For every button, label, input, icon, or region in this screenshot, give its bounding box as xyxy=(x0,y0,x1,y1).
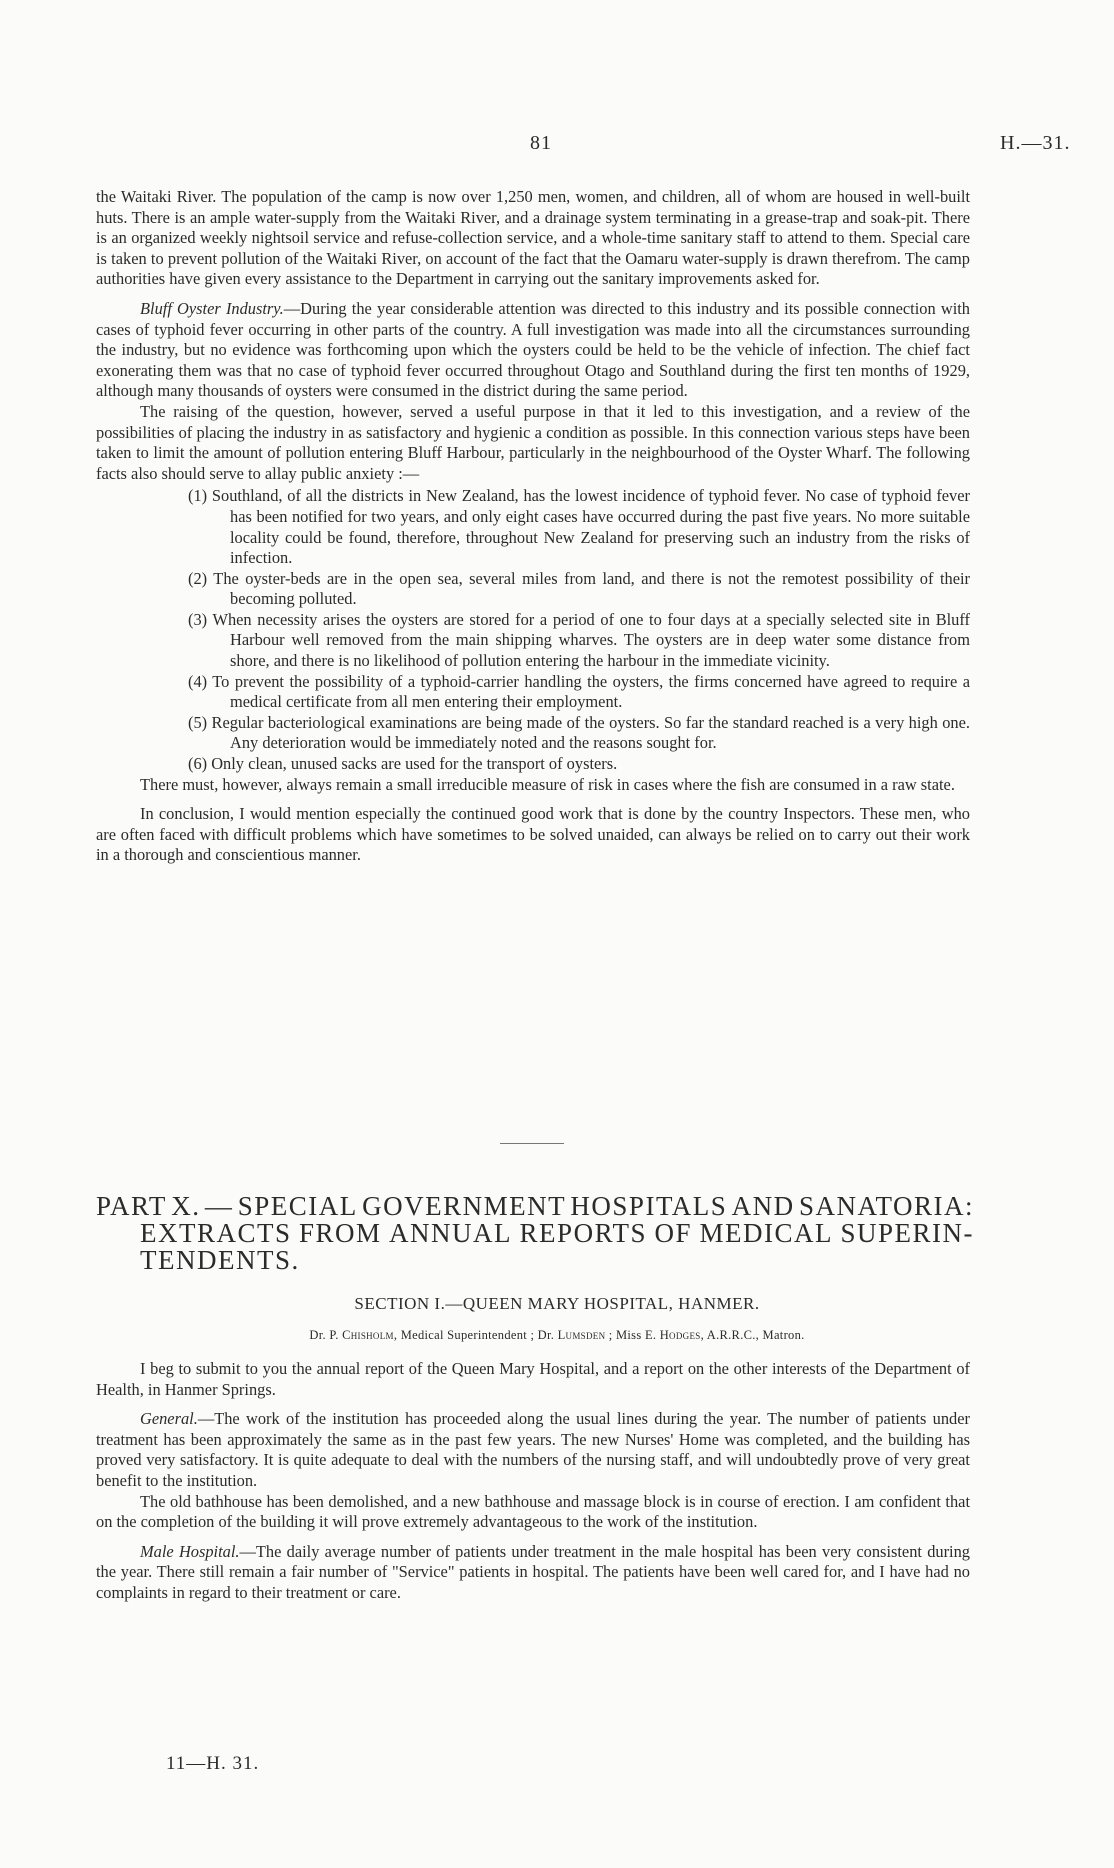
bathhouse-paragraph: The old bathhouse has been demolished, and a new bathhouse and massage block is in course of erection. I am confident that on the completion of the building it will prove extremely advantageous to the work of the institution. xyxy=(96,1491,970,1532)
male-hospital-paragraph xyxy=(96,1542,970,1604)
conclusion-paragraph: In conclusion, I would mention especially the continued good work that is done by the country Inspectors. These men, who are often faced with difficult problems which have sometimes to be solved unaided, can always be relied on to carry out their work in a thorough and conscientious manner. xyxy=(96,804,970,865)
staff-text: ; Miss E. xyxy=(605,1328,660,1342)
heading-word: MEDICAL xyxy=(699,1218,833,1248)
heading-word: FROM xyxy=(299,1218,382,1248)
general-text: —The work of the institution has proceeded along the usual lines during the year. The number of patients under treatment has been approximately the same as in the past few years. The new Nurses' Home was completed, and the building has proved very satisfactory. It is quite adequate to deal with the numbers of the nursing staff, and will undoubtedly prove of very great benefit to the institution. xyxy=(96,1409,970,1490)
heading-word: — xyxy=(204,1191,234,1221)
heading-word: AND xyxy=(731,1191,795,1221)
heading-word: PART xyxy=(96,1191,167,1221)
intro-paragraph: the Waitaki River. The population of the camp is now over 1,250 men, women, and children, all of whom are housed in well-built huts. There is an ample water-supply from the Waitaki River, and a drainage system terminating in a grease-trap and soak-pit. There is an organized weekly nightsoil service and refuse-collection service, and a whole-time sanitary staff to attend to them. Special care is taken to prevent pollution of the Waitaki River, on account of the fact that the Oamaru water-supply is drawn therefrom. The camp authorities have given every assistance to the Department in carrying out the sanitary improvements asked for. xyxy=(96,187,970,289)
list-item: (1) Southland, of all the districts in New Zealand, has the lowest incidence of typhoid fever. No case of typhoid fever has been notified for two years, and only eight cases have occurred during the past five years. No more suitable locality could be found, therefore, throughout New Zealand for preserving such an industry from the risks of infection. xyxy=(188,486,970,568)
part-heading-line-3: TENDENTS. xyxy=(140,1245,300,1275)
heading-word: GOVERNMENT xyxy=(362,1191,567,1221)
heading-word: SUPERIN- xyxy=(840,1218,974,1248)
list-item: (4) To prevent the possibility of a typhoid-carrier handling the oysters, the firms concerned have agreed to require a medical certificate from all men entering their employment. xyxy=(188,671,970,712)
oyster-section xyxy=(96,187,970,866)
oyster-paragraph-3: There must, however, always remain a small irreducible measure of risk in cases where the fish are consumed in a raw state. xyxy=(140,774,955,794)
section-divider xyxy=(500,1143,564,1144)
oyster-paragraph-2: The raising of the question, however, served a useful purpose in that it led to this investigation, and a review of the possibilities of placing the industry in as satisfactory and hygienic a condition as possible. In this connection various steps have been taken to limit the amount of pollution entering Bluff Harbour, particularly in the neighbourhood of the Oyster Wharf. The following facts also should serve to allay public anxiety :— xyxy=(96,401,970,483)
heading-word: X. xyxy=(171,1191,201,1221)
document-code: H.—31. xyxy=(1000,132,1071,154)
signature-mark: 11—H. 31. xyxy=(166,1753,260,1774)
heading-word: SANATORIA: xyxy=(798,1191,974,1221)
general-heading: General. xyxy=(140,1409,198,1429)
staff-name: Chisholm xyxy=(342,1328,394,1342)
list-item: (5) Regular bacteriological examinations are being made of the oysters. So far the standard reached is a very high one. Any deterioration would be immediately noted and the reasons sought for. xyxy=(188,712,970,753)
male-hospital-heading: Male Hospital. xyxy=(140,1541,240,1561)
staff-text: Dr. P. xyxy=(309,1328,343,1342)
heading-word: REPORTS xyxy=(519,1218,647,1248)
staff-name: Hodges xyxy=(659,1328,701,1342)
part-heading-line-1 xyxy=(96,1193,974,1220)
oyster-heading: Bluff Oyster Industry. xyxy=(140,298,284,318)
heading-word: EXTRACTS xyxy=(140,1218,292,1248)
heading-word: OF xyxy=(654,1218,692,1248)
hospital-report xyxy=(96,1359,970,1604)
male-hospital-text: —The daily average number of patients under treatment in the male hospital has been very consistent during the year. There still remain a fair number of "Service" patients in hospital. The patients have been well cared for, and I have had no complaints in regard to their treatment or care. xyxy=(96,1541,971,1602)
oyster-paragraph-1 xyxy=(96,299,970,402)
general-paragraph xyxy=(96,1409,970,1491)
part-heading xyxy=(96,1193,974,1274)
staff-line xyxy=(0,1328,1114,1343)
section-title: SECTION I.—QUEEN MARY HOSPITAL, HANMER. xyxy=(354,1294,760,1313)
staff-text: , Medical Superintendent ; Dr. xyxy=(393,1328,558,1342)
heading-word: SPECIAL xyxy=(237,1191,358,1221)
staff-name: Lumsden xyxy=(557,1328,606,1342)
heading-word: HOSPITALS xyxy=(570,1191,728,1221)
oyster-facts-list xyxy=(96,486,970,774)
oyster-p1-text: —During the year considerable attention was directed to this industry and its possible connection with cases of typhoid fever occurring in other parts of the country. A full investigation was made into all the circumstances surrounding the industry, but no evidence was forthcoming upon which the oysters could be held to be the vehicle of infection. The chief fact exonerating them was that no case of typhoid fever occurred throughout Otago and Southland during the first ten months of 1929, although many thousands of oysters were consumed in the district during the same period. xyxy=(96,298,971,401)
staff-text: , A.R.R.C., Matron. xyxy=(700,1328,805,1342)
report-intro-paragraph: I beg to submit to you the annual report of the Queen Mary Hospital, and a report on the other interests of the Department of Health, in Hanmer Springs. xyxy=(96,1359,970,1399)
part-heading-line-2 xyxy=(96,1220,974,1247)
list-item: (6) Only clean, unused sacks are used for the transport of oysters. xyxy=(188,754,618,774)
list-item: (3) When necessity arises the oysters are stored for a period of one to four days at a specially selected site in Bluff Harbour well removed from the main shipping wharves. The oysters are in deep water some distance from shore, and there is no likelihood of pollution entering the harbour in the immediate vicinity. xyxy=(188,609,970,671)
heading-word: ANNUAL xyxy=(389,1218,513,1248)
list-item: (2) The oyster-beds are in the open sea, several miles from land, and there is not the remotest possibility of their becoming polluted. xyxy=(188,568,970,609)
page-number: 81 xyxy=(530,132,552,154)
